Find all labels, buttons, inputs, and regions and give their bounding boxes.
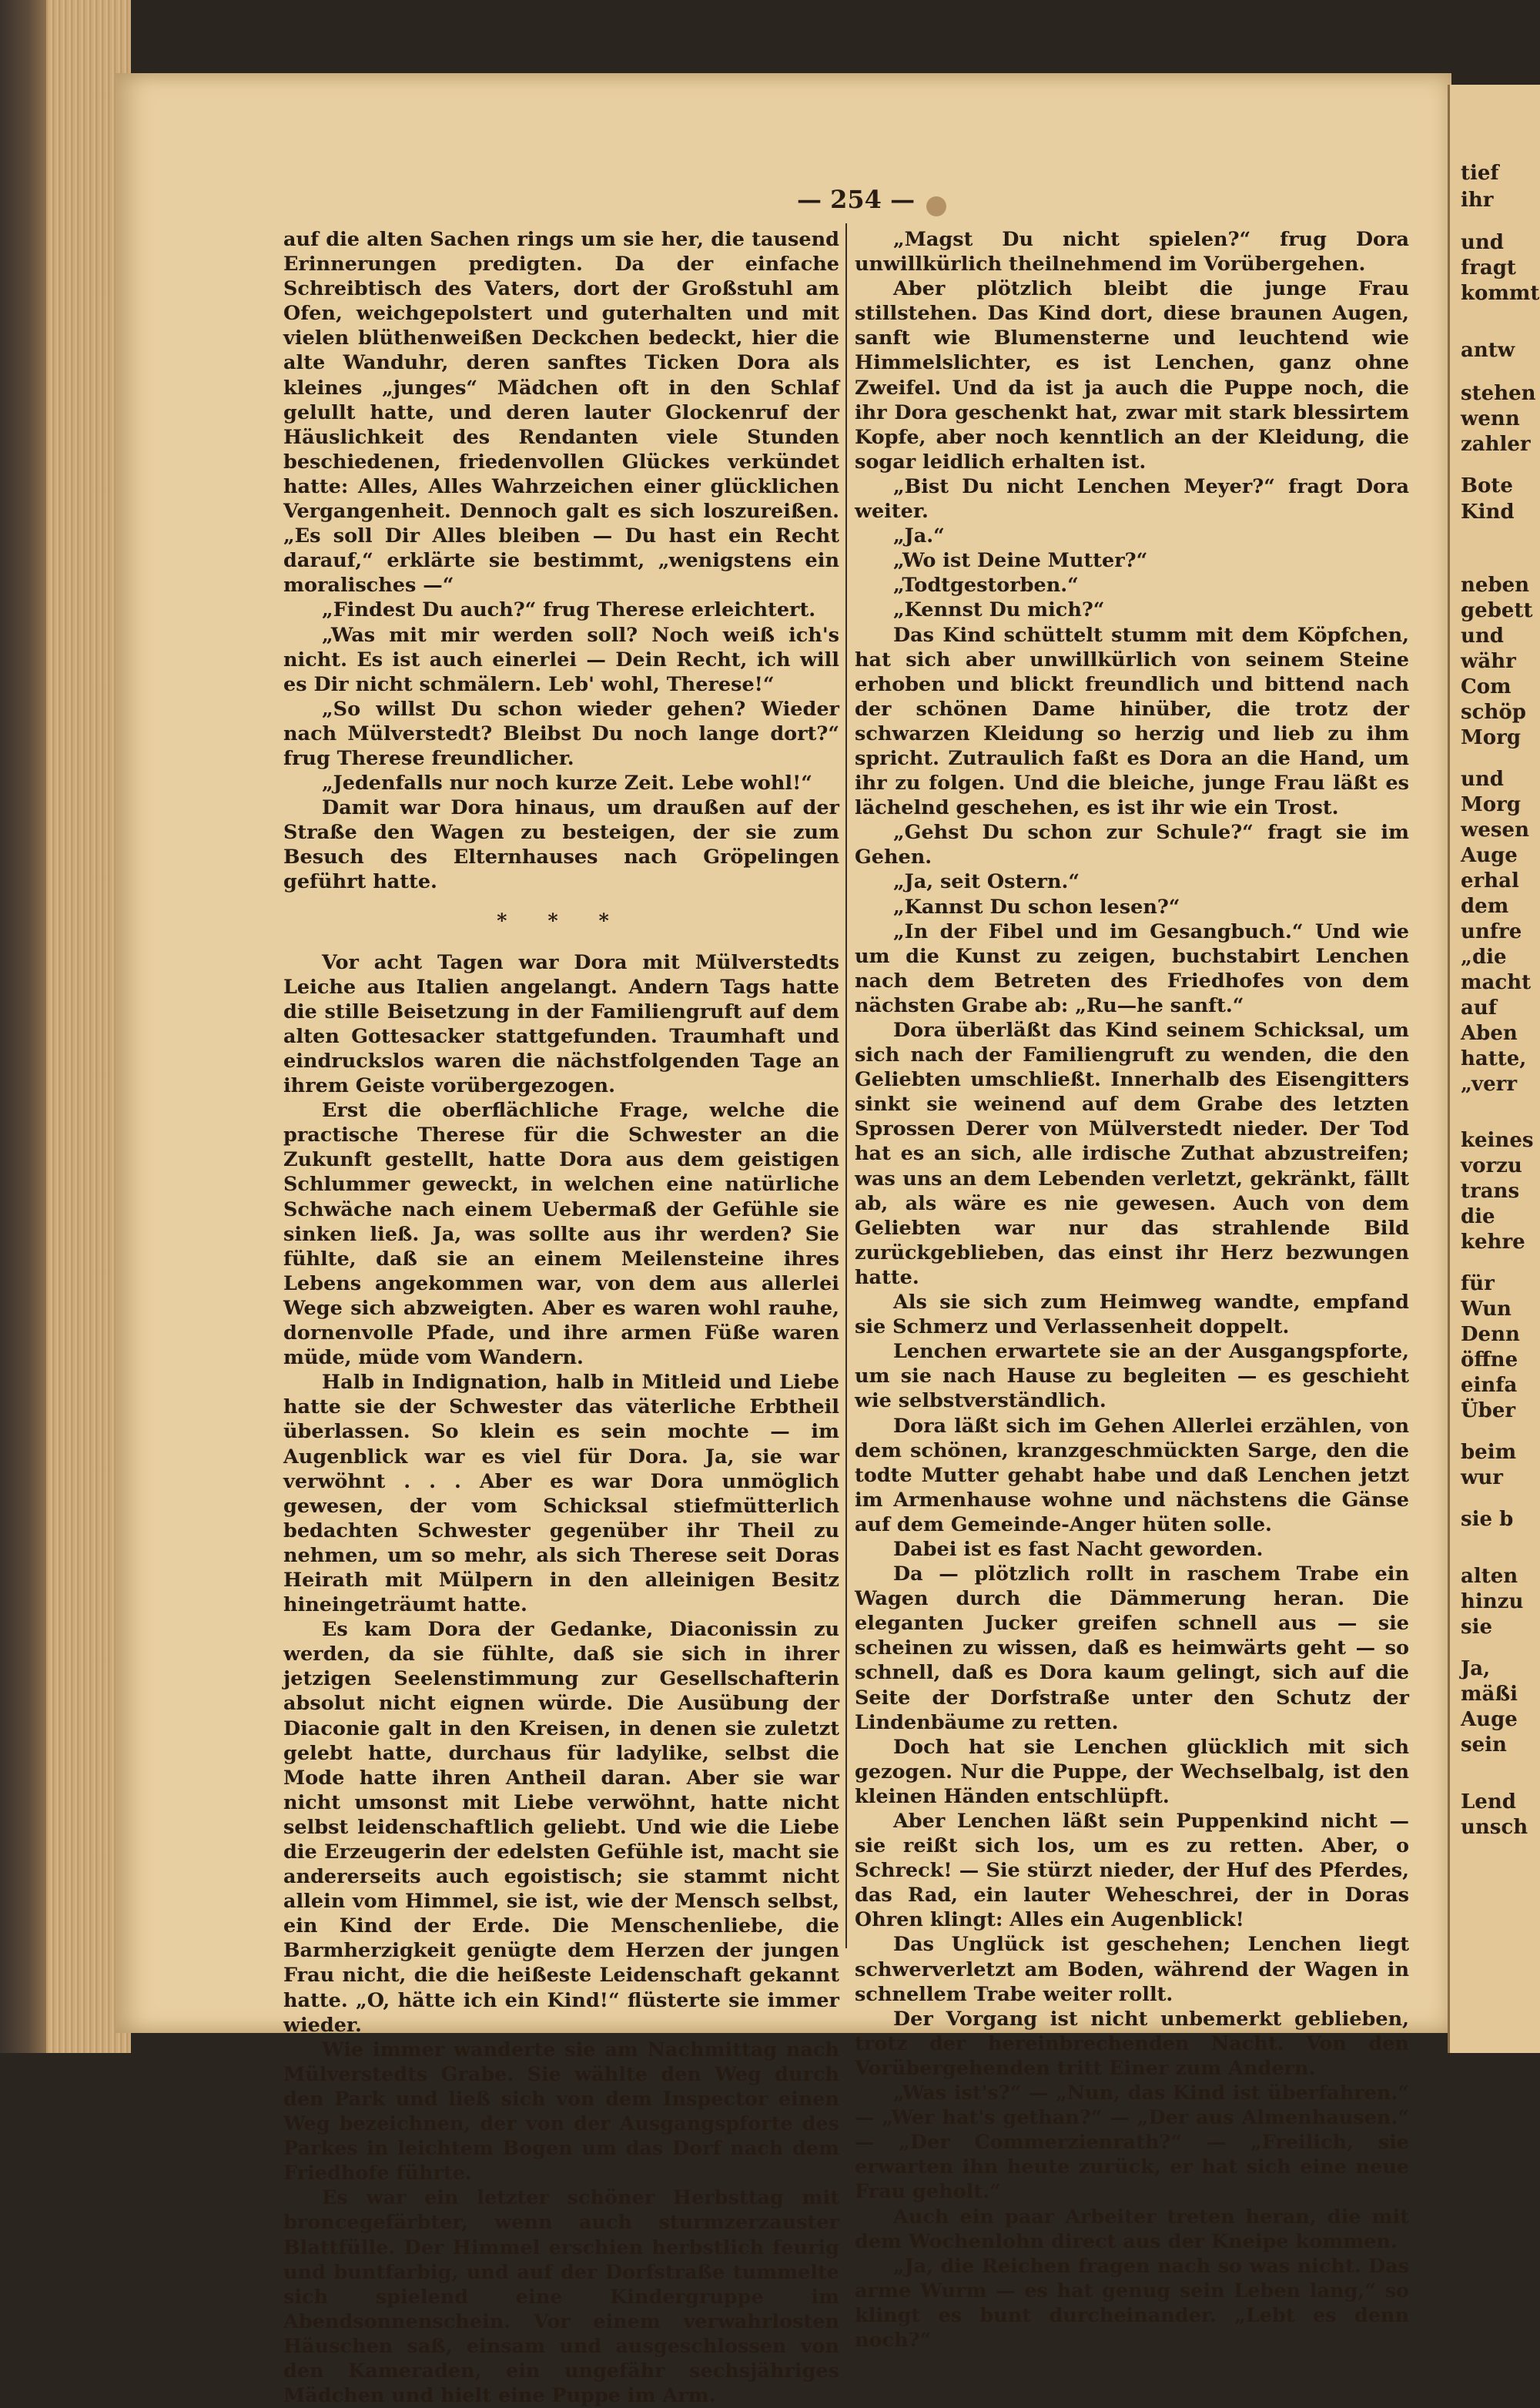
next-page-fragment: macht <box>1461 971 1532 994</box>
paragraph: „Was ist's?“ — „Nun, das Kind ist überfahren.“ — „Wer hat's gethan?“ — „Der aus Almenhausen.“ — „Der Commerzienrath?“ — „Freilich, sie erwarten ihn heute zurück, er hat sich eine neue Frau geholt.“ <box>855 2081 1409 2204</box>
next-page-fragment: kehre <box>1461 1231 1525 1254</box>
paragraph: „Ja, die Reichen fragen nach so was nicht. Das arme Wurm — es hat genug sein Leben lang,“ so klingt es bunt durcheinander. „Lebt es denn noch?“ <box>855 2254 1409 2352</box>
next-page-fragment: „verr <box>1461 1073 1518 1096</box>
next-page-fragment: vorzu <box>1461 1154 1522 1177</box>
paragraph: Aber Lenchen läßt sein Puppenkind nicht — sie reißt sich los, um es zu retten. Aber, o Schreck! — Sie stürzt nieder, der Huf des Pferdes, das Rad, ein lauter Weheschrei, der in Doras Ohren klingt: Alles ein Augenblick! <box>855 1810 1409 1932</box>
next-page-fragment: sie <box>1461 1616 1493 1639</box>
next-page-fragment: auf <box>1461 996 1497 1020</box>
next-page-fragment: Morg <box>1461 793 1521 816</box>
next-page-fragment: Ja, <box>1461 1657 1491 1680</box>
next-page-fragment: hinzu <box>1461 1590 1524 1613</box>
paragraph: „Magst Du nicht spielen?“ frug Dora unwillkürlich theilnehmend im Vorübergehen. <box>855 228 1409 276</box>
paragraph: Damit war Dora hinaus, um draußen auf der Straße den Wagen zu besteigen, der sie zum Besuch des Elternhauses nach Gröpelingen geführt hatte. <box>283 796 839 894</box>
paragraph: „Todtgestorben.“ <box>893 574 1079 598</box>
next-page-fragment: hatte, <box>1461 1047 1527 1070</box>
paragraph: „Ja.“ <box>893 524 945 548</box>
paragraph: Halb in Indignation, halb in Mitleid und Liebe hatte sie der Schwester das väterliche Erbtheil überlassen. So klein es sein mochte — im Augenblick war es viel für Dora. Ja, sie war verwöhnt . . . Aber es war Dora unmöglich gewesen, der vom Schicksal stiefmütterlich bedachten Schwester gegenüber ihr Theil zu nehmen, um so mehr, als sich Therese seit Doras Heirath mit Mülpern in den alleinigen Besitz hineingeträumt hatte. <box>283 1371 839 1617</box>
next-page-fragment: Morg <box>1461 726 1521 749</box>
next-page-fragment: gebett <box>1461 599 1533 622</box>
paragraph: auf die alten Sachen rings um sie her, die tausend Erinnerungen predigten. Da der einfache Schreibtisch des Vaters, dort der Großstuhl am Ofen, weichgepolstert und guterhalten und mit vielen blüthenweißen Deckchen bedeckt, hier die alte Wanduhr, deren sanftes Ticken Dora als kleines „junges“ Mädchen oft in den Schlaf gelullt hatte, und deren lauter Glockenruf der Häuslichkeit des Rendanten viele Stunden beschiedenen, friedenvollen Glückes verkündet hatte: Alles, Alles Wahrzeichen einer glücklichen Vergangenheit. Dennoch galt es sich loszureißen. „Es soll Dir Alles bleiben — Du hast ein Recht darauf,“ erklärte sie bestimmt, „wenigstens ein moralisches —“ <box>283 228 839 598</box>
paragraph: „Jedenfalls nur noch kurze Zeit. Lebe wohl!“ <box>322 772 812 795</box>
next-page-fragment: Aben <box>1461 1022 1518 1045</box>
next-page-fragment: zahler <box>1461 433 1531 456</box>
next-page-fragment: Com <box>1461 675 1512 698</box>
next-page-fragment: dem <box>1461 895 1509 918</box>
next-page-fragment: stehen <box>1461 382 1536 405</box>
paragraph: Das Unglück ist geschehen; Lenchen liegt schwerverletzt am Boden, während der Wagen in schnellem Trabe weiter rollt. <box>855 1933 1409 2006</box>
paragraph: Lenchen erwartete sie an der Ausgangspforte, um sie nach Hause zu begleiten — es geschieht wie selbstverständlich. <box>855 1340 1409 1413</box>
next-page-fragment: Wun <box>1461 1298 1512 1321</box>
paragraph: Es kam Dora der Gedanke, Diaconissin zu werden, da sie fühlte, daß sie sich in ihrer jetzigen Seelenstimmung zur Gesellschafterin absolut nicht eignen würde. Die Ausübung der Diaconie galt in den Kreisen, in denen sie zuletzt gelebt hatte, durchaus für ladylike, selbst die Mode hatte ihren Antheil daran. Aber sie war nicht umsonst mit Liebe verwöhnt, hatte nicht selbst leidenschaftlich geliebt. Und wie die Liebe die Erzeugerin der edelsten Gefühle ist, macht sie andererseits auch egoistisch; sie stammt nicht allein vom Himmel, sie ist, wie der Mensch selbst, ein Kind der Erde. Die Menschenliebe, die Barmherzigkeit genügte dem Herzen der jungen Frau nicht, die die heißeste Leidenschaft gekannt hatte. „O, hätte ich ein Kind!“ flüsterte sie immer wieder. <box>283 1618 839 2037</box>
paragraph: Der Vorgang ist nicht unbemerkt geblieben, trotz der hereinbrechenden Nacht. Von den Vorübergehenden tritt Einer zum Andern. <box>855 2007 1409 2080</box>
next-page-fragment: und <box>1461 768 1504 791</box>
next-page-fragment: sein <box>1461 1733 1507 1757</box>
next-page-fragment: neben <box>1461 574 1530 597</box>
next-page-fragment: Kind <box>1461 501 1515 524</box>
ink-stain <box>926 196 946 216</box>
paragraph: Das Kind schüttelt stumm mit dem Köpfchen, hat sich aber unwillkürlich von seinem Steine erhoben und blickt freundlich und bittend nach der schönen Dame hinüber, die trotz der schwarzen Kleidung so herzig und lieb zu ihm spricht. Zutraulich faßt es Dora an die Hand, um ihr zu folgen. Und die bleiche, junge Frau läßt es lächelnd geschehen, es ist ihr wie ein Trost. <box>855 623 1409 820</box>
next-page-fragment: Bote <box>1461 474 1513 497</box>
paragraph: „Bist Du nicht Lenchen Meyer?“ fragt Dora weiter. <box>855 474 1409 524</box>
next-page-fragment: alten <box>1461 1565 1518 1588</box>
next-page-fragment: öffne <box>1461 1348 1518 1371</box>
next-page-fragment: ihr <box>1461 189 1494 212</box>
next-page-fragment: währ <box>1461 650 1516 673</box>
next-page-fragment: wenn <box>1461 407 1520 430</box>
next-page-fragment: beim <box>1461 1441 1517 1464</box>
paragraph: „Ja, seit Ostern.“ <box>893 870 1080 894</box>
next-page-fragment: schöp <box>1461 701 1526 724</box>
next-page-fragment: kommt <box>1461 282 1540 305</box>
paragraph: Aber plötzlich bleibt die junge Frau stillstehen. Das Kind dort, diese braunen Augen, sanft wie Blumensterne und leuchtend wie Himmelslichter, es ist Lenchen, ganz ohne Zweifel. Und da ist ja auch die Puppe noch, die ihr Dora geschenkt hat, zwar mit stark blessirtem Kopfe, aber noch kenntlich an der Kleidung, die sogar leidlich erhalten ist. <box>855 277 1409 474</box>
right-column <box>855 227 1409 2353</box>
next-page-fragment: und <box>1461 625 1504 648</box>
next-page-fragment: Auge <box>1461 844 1518 867</box>
paragraph: Dora läßt sich im Gehen Allerlei erzählen, von dem schönen, kranzgeschmückten Sarge, den die todte Mutter gehabt habe und daß Lenchen jetzt im Armenhause wohne und nächstens die Gänse auf dem Gemeinde-Anger hüten solle. <box>855 1414 1409 1536</box>
paragraph: Auch ein paar Arbeiter treten heran, die mit dem Wochenlohn direct aus der Kneipe kommen. <box>855 2205 1409 2253</box>
paragraph: „So willst Du schon wieder gehen? Wieder nach Mülverstedt? Bleibst Du noch lange dort?“ frug Therese freundlicher. <box>283 697 839 770</box>
paragraph: „In der Fibel und im Gesangbuch.“ Und wie um die Kunst zu zeigen, buchstabirt Lenchen nach dem Betreten des Friedhofes von dem nächsten Grabe ab: „Ru—he sanft.“ <box>855 919 1409 1017</box>
next-page-fragment: tief <box>1461 162 1499 185</box>
paragraph: Als sie sich zum Heimweg wandte, empfand sie Schmerz und Verlassenheit doppelt. <box>855 1291 1409 1339</box>
next-page-fragment: und <box>1461 231 1504 254</box>
paragraph: Dora überläßt das Kind seinem Schicksal, um sich nach der Familiengruft zu wenden, die den Geliebten umschließt. Innerhalb des Eisengitters sinkt sie weinend auf dem Grabe des letzten Sprossen Derer von Mülverstedt nieder. Der Tod hat es an sich, alle irdische Zuthat abzustreifen; was uns an dem Lebenden verletzt, gekränkt, fällt ab, als wäre es nie gewesen. Auch von dem Geliebten war nur das strahlende Bild zurückgeblieben, das einst ihr Herz bezwungen hatte. <box>855 1019 1409 1289</box>
next-page-fragment: sie b <box>1461 1508 1514 1531</box>
paragraph: Wie immer wanderte sie am Nachmittag nach Mülverstedts Grabe. Sie wählte den Weg durch den Park und ließ sich von dem Inspector einen Weg bezeichnen, der von der Ausgangspforte des Parkes in leichtem Bogen um das Dorf nach dem Friedhofe führte. <box>283 2038 839 2185</box>
paragraph: Da — plötzlich rollt in raschem Trabe ein Wagen durch die Dämmerung heran. Die eleganten Jucker greifen schnell aus — sie scheinen zu wissen, daß es heimwärts geht — so schnell, daß es Dora kaum gelingt, sich auf die Seite der Dorfstraße unter den Schutz der Lindenbäume zu retten. <box>855 1562 1409 1734</box>
book-spine <box>0 0 46 2053</box>
paragraph: „Wo ist Deine Mutter?“ <box>893 549 1148 573</box>
paragraph: „Findest Du auch?“ frug Therese erleichtert. <box>322 598 816 622</box>
next-page-fragment: unfre <box>1461 920 1522 943</box>
next-page-fragment: Lend <box>1461 1790 1516 1814</box>
next-page-edge <box>1448 85 1540 2053</box>
next-page-fragment: unsch <box>1461 1816 1528 1839</box>
page-number: — 254 — <box>797 185 916 214</box>
next-page-fragment: für <box>1461 1272 1495 1295</box>
section-separator: * * * <box>497 909 626 933</box>
next-page-fragment: wur <box>1461 1466 1503 1489</box>
next-page-fragment: antw <box>1461 339 1515 362</box>
next-page-fragment: trans <box>1461 1180 1520 1203</box>
next-page-fragment: fragt <box>1461 256 1516 280</box>
next-page-fragment: erhal <box>1461 869 1519 893</box>
next-page-fragment: „die <box>1461 946 1507 969</box>
next-page-fragment: Denn <box>1461 1323 1520 1346</box>
next-page-fragment: keines <box>1461 1129 1534 1152</box>
next-page-fragment: Auge <box>1461 1708 1518 1731</box>
next-page-fragment: wesen <box>1461 819 1530 842</box>
paragraph: „Was mit mir werden soll? Noch weiß ich's nicht. Es ist auch einerlei — Dein Recht, ich will es Dir nicht schmälern. Leb' wohl, Therese!“ <box>283 623 839 696</box>
paragraph: „Kennst Du mich?“ <box>893 598 1105 622</box>
paragraph: Es war ein letzter schöner Herbsttag mit broncegefärbter, wenn auch sturmzerzauster Blattfülle. Der Himmel erschien herbstlich feurig und buntfarbig, und auf der Dorfstraße tummelte sich spielend eine Kindergruppe im Abendsonnenschein. Vor einem verwahrlosten Häuschen saß, einsam und ausgeschlossen von den Kameraden, ein ungefähr sechsjähriges Mädchen und hielt eine Puppe im Arm. <box>283 2186 839 2408</box>
paragraph: „Kannst Du schon lesen?“ <box>893 895 1180 919</box>
paragraph: Erst die oberflächliche Frage, welche die practische Therese für die Schwester an die Zukunft gestellt, hatte Dora aus dem geistigen Schlummer geweckt, in welchen eine natürliche Schwäche nach einem Uebermaß der Gefühle sie sinken ließ. Ja, was sollte aus ihr werden? Sie fühlte, daß sie an einem Meilensteine ihres Lebens angekommen war, von dem aus allerlei Wege sich abzweigten. Aber es waren wohl rauhe, dornenvolle Pfade, und ihre armen Füße waren müde, müde vom Wandern. <box>283 1099 839 1370</box>
next-page-fragment: einfa <box>1461 1374 1518 1397</box>
paragraph: „Gehst Du schon zur Schule?“ fragt sie im Gehen. <box>855 821 1409 869</box>
left-column <box>283 227 839 2408</box>
next-page-fragment: die <box>1461 1205 1495 1228</box>
column-divider <box>845 223 847 1948</box>
next-page-fragment: Über <box>1461 1399 1516 1422</box>
next-page-fragment: mäßi <box>1461 1683 1518 1706</box>
paragraph: Vor acht Tagen war Dora mit Mülverstedts Leiche aus Italien angelangt. Andern Tags hatte die stille Beisetzung in der Familiengruft auf dem alten Gottesacker stattgefunden. Traumhaft und eindruckslos waren die nächstfolgenden Tage an ihrem Geiste vorübergezogen. <box>283 950 839 1098</box>
paragraph: Dabei ist es fast Nacht geworden. <box>893 1537 1264 1561</box>
paragraph: Doch hat sie Lenchen glücklich mit sich gezogen. Nur die Puppe, der Wechselbalg, ist den kleinen Händen entschlüpft. <box>855 1735 1409 1808</box>
